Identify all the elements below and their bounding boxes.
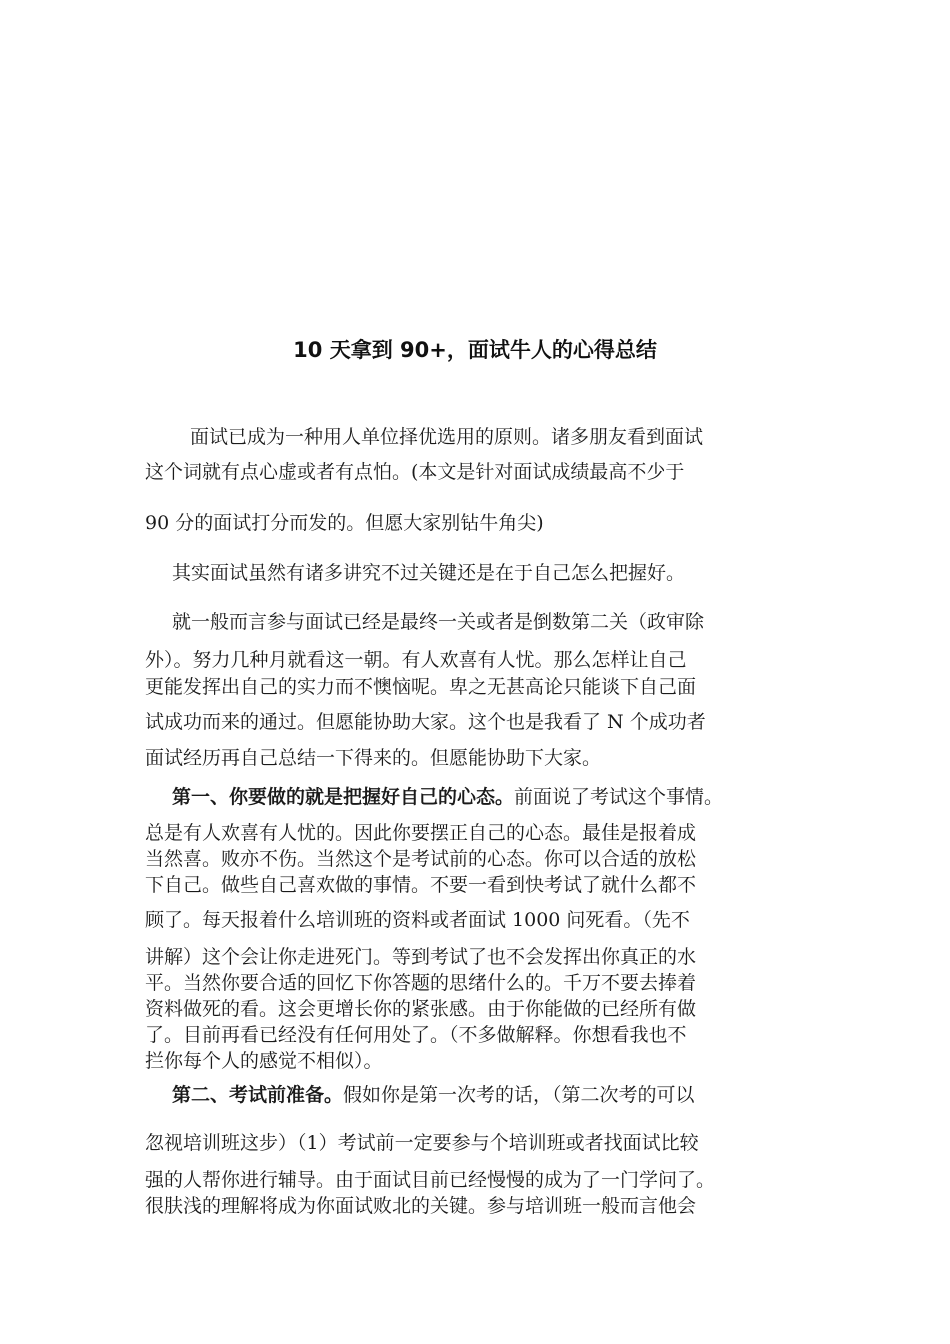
paragraph-text: 前面说了考试这个事情。 [514, 786, 724, 808]
paragraph-line: 很肤浅的理解将成为你面试败北的关键。参与培训班一般而言他会 [145, 1195, 697, 1217]
paragraph-line: 外）。努力几种月就看这一朝。有人欢喜有人忧。那么怎样让自己 [145, 649, 687, 671]
document-title: 10 天拿到 90+，面试牛人的心得总结 [293, 338, 657, 362]
paragraph-line: 其实面试虽然有诸多讲究不过关键还是在于自己怎么把握好。 [172, 562, 686, 584]
heading-second: 第二、考试前准备。 [172, 1084, 344, 1106]
paragraph-line: 顾了。每天报着什么培训班的资料或者面试 1000 问死看。（先不 [145, 909, 690, 931]
paragraph-line-first-point [172, 784, 723, 810]
paragraph-line: 90 分的面试打分而发的。但愿大家别钻牛角尖) [145, 512, 544, 534]
paragraph-line: 当然喜。败亦不伤。当然这个是考试前的心态。你可以合适的放松 [145, 848, 697, 870]
paragraph-line: 更能发挥出自己的实力而不懊恼呢。卑之无甚高论只能谈下自己面 [145, 676, 697, 698]
paragraph-line: 下自己。做些自己喜欢做的事情。不要一看到快考试了就什么都不 [145, 874, 697, 896]
paragraph-line: 这个词就有点心虚或者有点怕。(本文是针对面试成绩最高不少于 [145, 461, 685, 483]
paragraph-line: 面试已成为一种用人单位择优选用的原则。诸多朋友看到面试 [190, 426, 704, 448]
paragraph-text: 假如你是第一次考的话，（第二次考的可以 [343, 1084, 695, 1106]
paragraph-line: 强的人帮你进行辅导。由于面试目前已经慢慢的成为了一门学问了。 [145, 1169, 716, 1191]
paragraph-line: 资料做死的看。这会更增长你的紧张感。由于你能做的已经所有做 [145, 998, 697, 1020]
paragraph-line: 讲解）这个会让你走进死门。等到考试了也不会发挥出你真正的水 [145, 946, 697, 968]
paragraph-line: 试成功而来的通过。但愿能协助大家。这个也是我看了 N 个成功者 [145, 711, 706, 733]
paragraph-line: 总是有人欢喜有人忧的。因此你要摆正自己的心态。最佳是报着成 [145, 822, 697, 844]
paragraph-line: 忽视培训班这步）（1）考试前一定要参与个培训班或者找面试比较 [145, 1132, 699, 1154]
paragraph-line: 就一般而言参与面试已经是最终一关或者是倒数第二关（政审除 [172, 611, 705, 633]
heading-first: 第一、你要做的就是把握好自己的心态。 [172, 786, 515, 808]
paragraph-line: 面试经历再自己总结一下得来的。但愿能协助下大家。 [145, 747, 602, 769]
paragraph-line: 拦你每个人的感觉不相似）。 [145, 1050, 383, 1072]
paragraph-line-second-point [172, 1082, 695, 1108]
paragraph-line: 平。当然你要合适的回忆下你答题的思绪什么的。千万不要去捧着 [145, 972, 697, 994]
paragraph-line: 了。目前再看已经没有任何用处了。（不多做解释。你想看我也不 [145, 1024, 687, 1046]
